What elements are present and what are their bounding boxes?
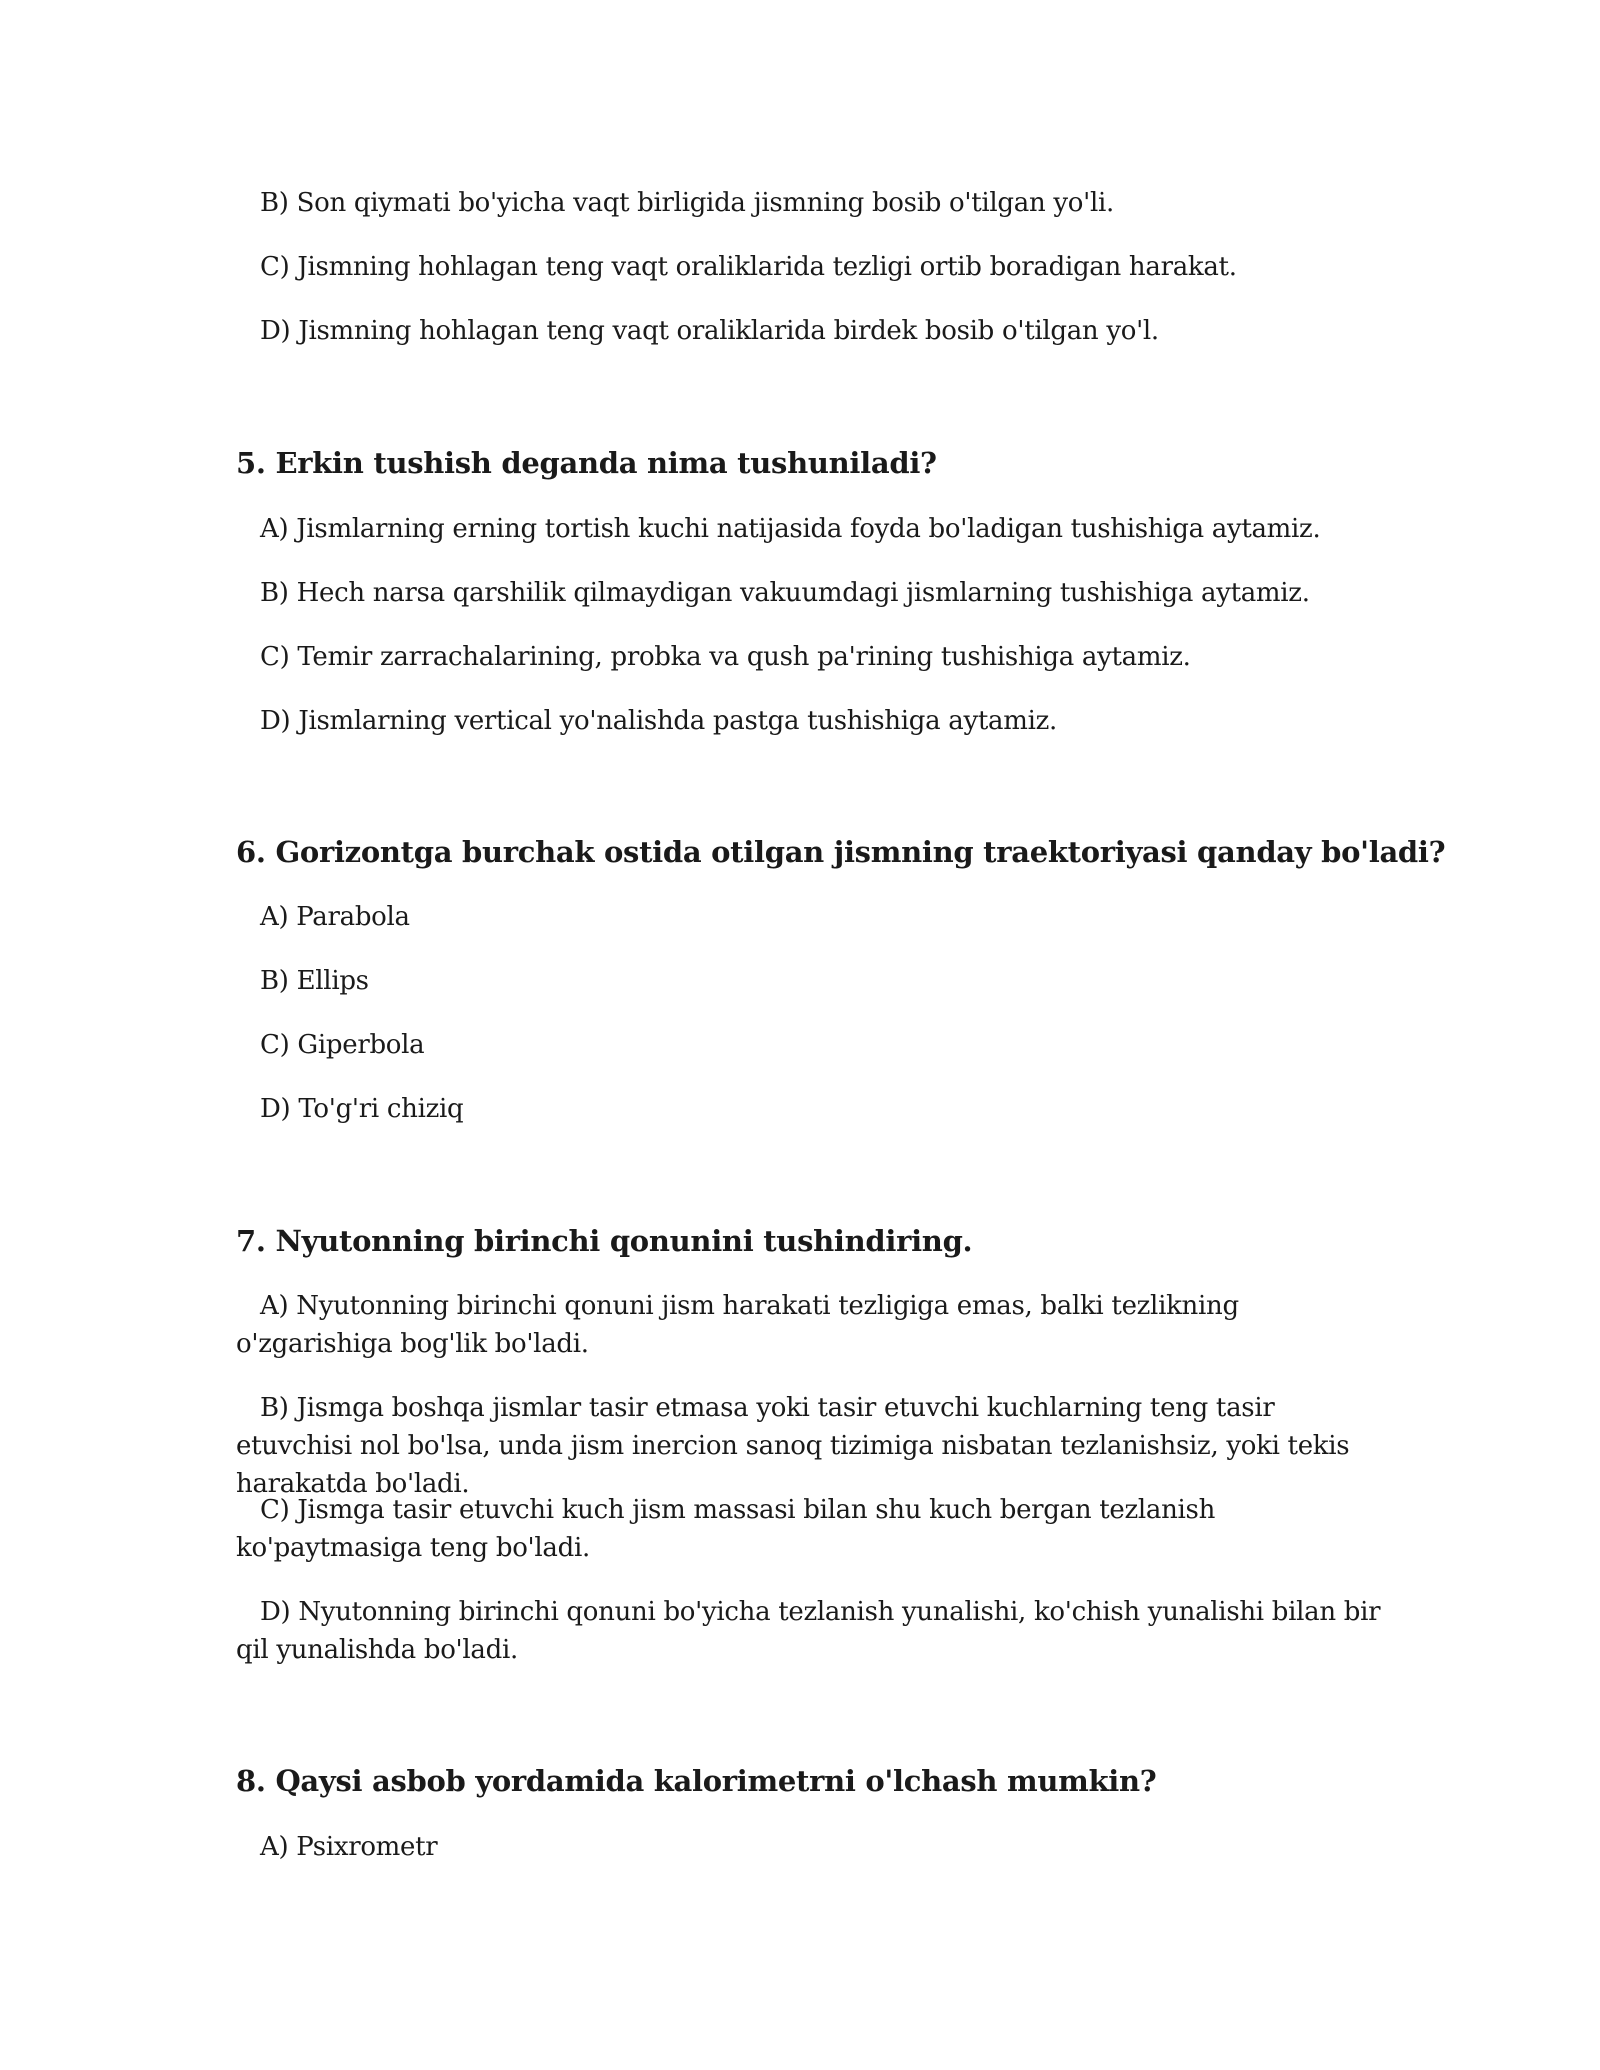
q8-question: 8. Qaysi asbob yordamida kalorimetrni o'lchash mumkin? <box>236 1764 1157 1798</box>
q7-option-d: D) Nyutonning birinchi qonuni bo'yicha tezlanish yunalishi, ko'chish yunalishi bilan bir qil yunalishda bo'ladi. <box>236 1597 1381 1665</box>
q8-option-a: A) Psixrometr <box>260 1832 438 1862</box>
q7-question: 7. Nyutonning birinchi qonunini tushindiring. <box>236 1224 973 1258</box>
q4-option-b: B) Son qiymati bo'yicha vaqt birligida jismning bosib o'tilgan yo'li. <box>260 188 1114 218</box>
q6-option-b: B) Ellips <box>260 966 369 996</box>
q5-question: 5. Erkin tushish deganda nima tushuniladi? <box>236 446 937 480</box>
q6-option-c: C) Giperbola <box>260 1030 425 1060</box>
q5-option-b: B) Hech narsa qarshilik qilmaydigan vakuumdagi jismlarning tushishiga aytamiz. <box>260 578 1310 608</box>
q6-option-d: D) To'g'ri chiziq <box>260 1094 464 1124</box>
q4-option-d: D) Jismning hohlagan teng vaqt oraliklarida birdek bosib o'tilgan yo'l. <box>260 316 1159 346</box>
q7-option-b: B) Jismga boshqa jismlar tasir etmasa yoki tasir etuvchi kuchlarning teng tasir etuvchisi nol bo'lsa, unda jism inercion sanoq tizimiga nisbatan tezlanishsiz, yoki tekis harakatda bo'ladi. <box>236 1393 1350 1499</box>
q6-question: 6. Gorizontga burchak ostida otilgan jismning traektoriyasi qanday bo'ladi? <box>236 835 1446 869</box>
q4-option-c: C) Jismning hohlagan teng vaqt oraliklarida tezligi ortib boradigan harakat. <box>260 252 1237 282</box>
q7-option-a: A) Nyutonning birinchi qonuni jism harakati tezligiga emas, balki tezlikning o'zgarishiga bog'lik bo'ladi. <box>236 1291 1239 1359</box>
q5-option-c: C) Temir zarrachalarining, probka va qush pa'rining tushishiga aytamiz. <box>260 642 1191 672</box>
q6-option-a: A) Parabola <box>260 902 410 932</box>
q5-option-d: D) Jismlarning vertical yo'nalishda pastga tushishiga aytamiz. <box>260 706 1057 736</box>
q7-option-c: C) Jismga tasir etuvchi kuch jism massasi bilan shu kuch bergan tezlanish ko'paytmasiga teng bo'ladi. <box>236 1495 1216 1563</box>
q5-option-a: A) Jismlarning erning tortish kuchi natijasida foyda bo'ladigan tushishiga aytamiz. <box>260 514 1321 544</box>
